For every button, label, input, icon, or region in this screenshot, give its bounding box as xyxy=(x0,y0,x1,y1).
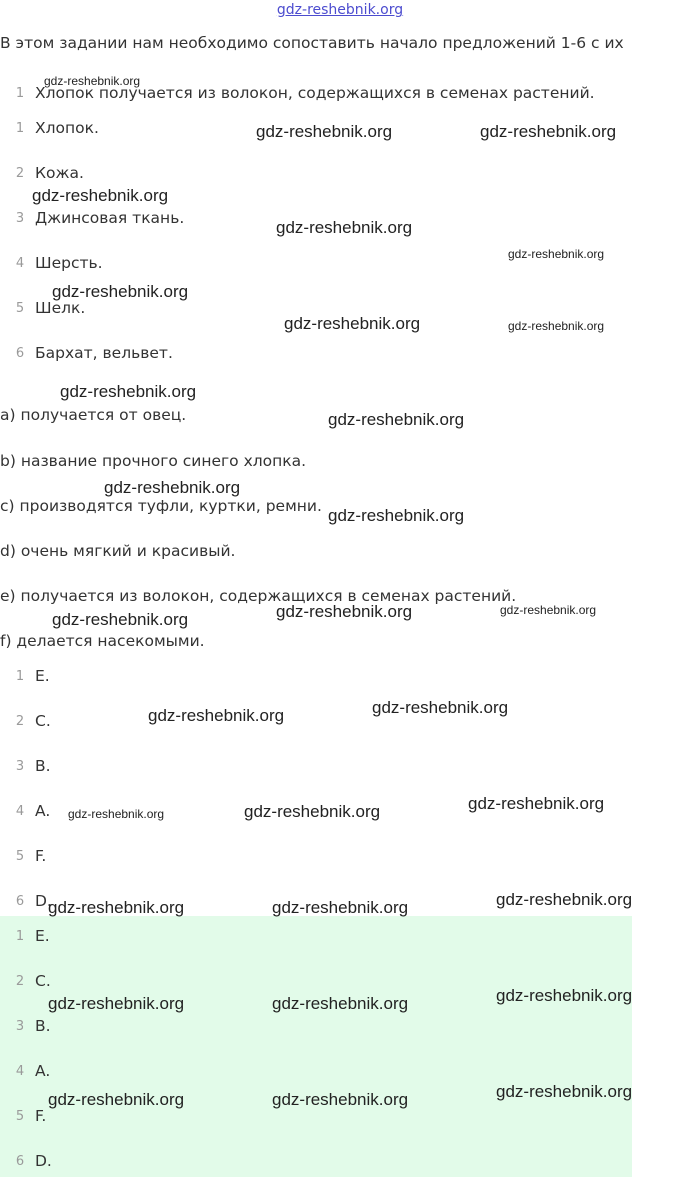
first-item-text: Хлопок получается из волокон, содержащихся в семенах растений. xyxy=(35,84,595,102)
answer-number: 2 xyxy=(15,974,25,989)
answer-letter: A. xyxy=(35,802,51,820)
watermark: gdz-reshebnik.org xyxy=(372,698,509,717)
item-text: Хлопок. xyxy=(35,119,99,137)
task-intro: В этом задании нам необходимо сопоставить начало предложений 1-6 с их xyxy=(0,34,624,52)
item-number: 5 xyxy=(15,301,25,316)
answer-number: 3 xyxy=(15,1019,25,1034)
item-number: 1 xyxy=(15,121,25,136)
option-c: c) производятся туфли, куртки, ремни. xyxy=(0,497,322,515)
watermark: gdz-reshebnik.org xyxy=(508,319,605,333)
answer-letter: D. xyxy=(35,892,52,910)
answer-number: 6 xyxy=(15,1154,25,1169)
item-number: 2 xyxy=(15,166,25,181)
watermark: gdz-reshebnik.org xyxy=(500,603,597,617)
answer-number: 4 xyxy=(15,804,25,819)
watermark: gdz-reshebnik.org xyxy=(48,898,185,917)
watermark: gdz-reshebnik.org xyxy=(468,794,605,813)
watermark: gdz-reshebnik.org xyxy=(508,247,605,261)
watermark: gdz-reshebnik.org xyxy=(44,74,141,88)
answer-number: 5 xyxy=(15,1109,25,1124)
watermark: gdz-reshebnik.org xyxy=(272,994,409,1013)
answer-number: 6 xyxy=(15,894,25,909)
watermark: gdz-reshebnik.org xyxy=(148,706,285,725)
answer-letter: C. xyxy=(35,712,51,730)
answer-letter: F. xyxy=(35,1107,47,1125)
answer-number: 1 xyxy=(15,929,25,944)
item-text: Кожа. xyxy=(35,164,84,182)
watermark: gdz-reshebnik.org xyxy=(276,218,413,237)
watermark: gdz-reshebnik.org xyxy=(328,410,465,429)
option-a: a) получается от овец. xyxy=(0,406,187,424)
watermark: gdz-reshebnik.org xyxy=(256,122,393,141)
watermark: gdz-reshebnik.org xyxy=(272,1090,409,1109)
watermark: gdz-reshebnik.org xyxy=(244,802,381,821)
watermark: gdz-reshebnik.org xyxy=(68,807,165,821)
watermark: gdz-reshebnik.org xyxy=(52,282,189,301)
header-site-link[interactable]: gdz-reshebnik.org xyxy=(276,2,404,18)
item-number: 6 xyxy=(15,346,25,361)
answer-letter: B. xyxy=(35,757,51,775)
answer-highlight-block xyxy=(0,916,632,1177)
watermark: gdz-reshebnik.org xyxy=(104,478,241,497)
watermark: gdz-reshebnik.org xyxy=(284,314,421,333)
watermark: gdz-reshebnik.org xyxy=(328,506,465,525)
watermark: gdz-reshebnik.org xyxy=(496,986,633,1005)
watermark: gdz-reshebnik.org xyxy=(60,382,197,401)
watermark: gdz-reshebnik.org xyxy=(52,610,189,629)
item-text: Шелк. xyxy=(35,299,86,317)
answer-number: 2 xyxy=(15,714,25,729)
option-f: f) делается насекомыми. xyxy=(0,632,205,650)
answer-number: 5 xyxy=(15,849,25,864)
watermark: gdz-reshebnik.org xyxy=(496,1082,633,1101)
watermark: gdz-reshebnik.org xyxy=(480,122,617,141)
item-number: 3 xyxy=(15,211,25,226)
answer-letter: D. xyxy=(35,1152,52,1170)
answer-letter: A. xyxy=(35,1062,51,1080)
first-item-number: 1 xyxy=(15,86,25,101)
option-d: d) очень мягкий и красивый. xyxy=(0,542,236,560)
answer-number: 3 xyxy=(15,759,25,774)
option-b: b) название прочного синего хлопка. xyxy=(0,452,307,470)
option-e: e) получается из волокон, содержащихся в семенах растений. xyxy=(0,587,517,605)
watermark: gdz-reshebnik.org xyxy=(32,186,169,205)
answer-letter: F. xyxy=(35,847,47,865)
item-text: Джинсовая ткань. xyxy=(35,209,185,227)
answer-number: 1 xyxy=(15,669,25,684)
watermark: gdz-reshebnik.org xyxy=(496,890,633,909)
answer-letter: B. xyxy=(35,1017,51,1035)
watermark: gdz-reshebnik.org xyxy=(272,898,409,917)
answer-letter: E. xyxy=(35,927,50,945)
item-text: Шерсть. xyxy=(35,254,103,272)
watermark: gdz-reshebnik.org xyxy=(48,994,185,1013)
answer-letter: C. xyxy=(35,972,51,990)
item-number: 4 xyxy=(15,256,25,271)
watermark: gdz-reshebnik.org xyxy=(48,1090,185,1109)
answer-number: 4 xyxy=(15,1064,25,1079)
item-text: Бархат, вельвет. xyxy=(35,344,173,362)
watermark: gdz-reshebnik.org xyxy=(276,602,413,621)
answer-letter: E. xyxy=(35,667,50,685)
